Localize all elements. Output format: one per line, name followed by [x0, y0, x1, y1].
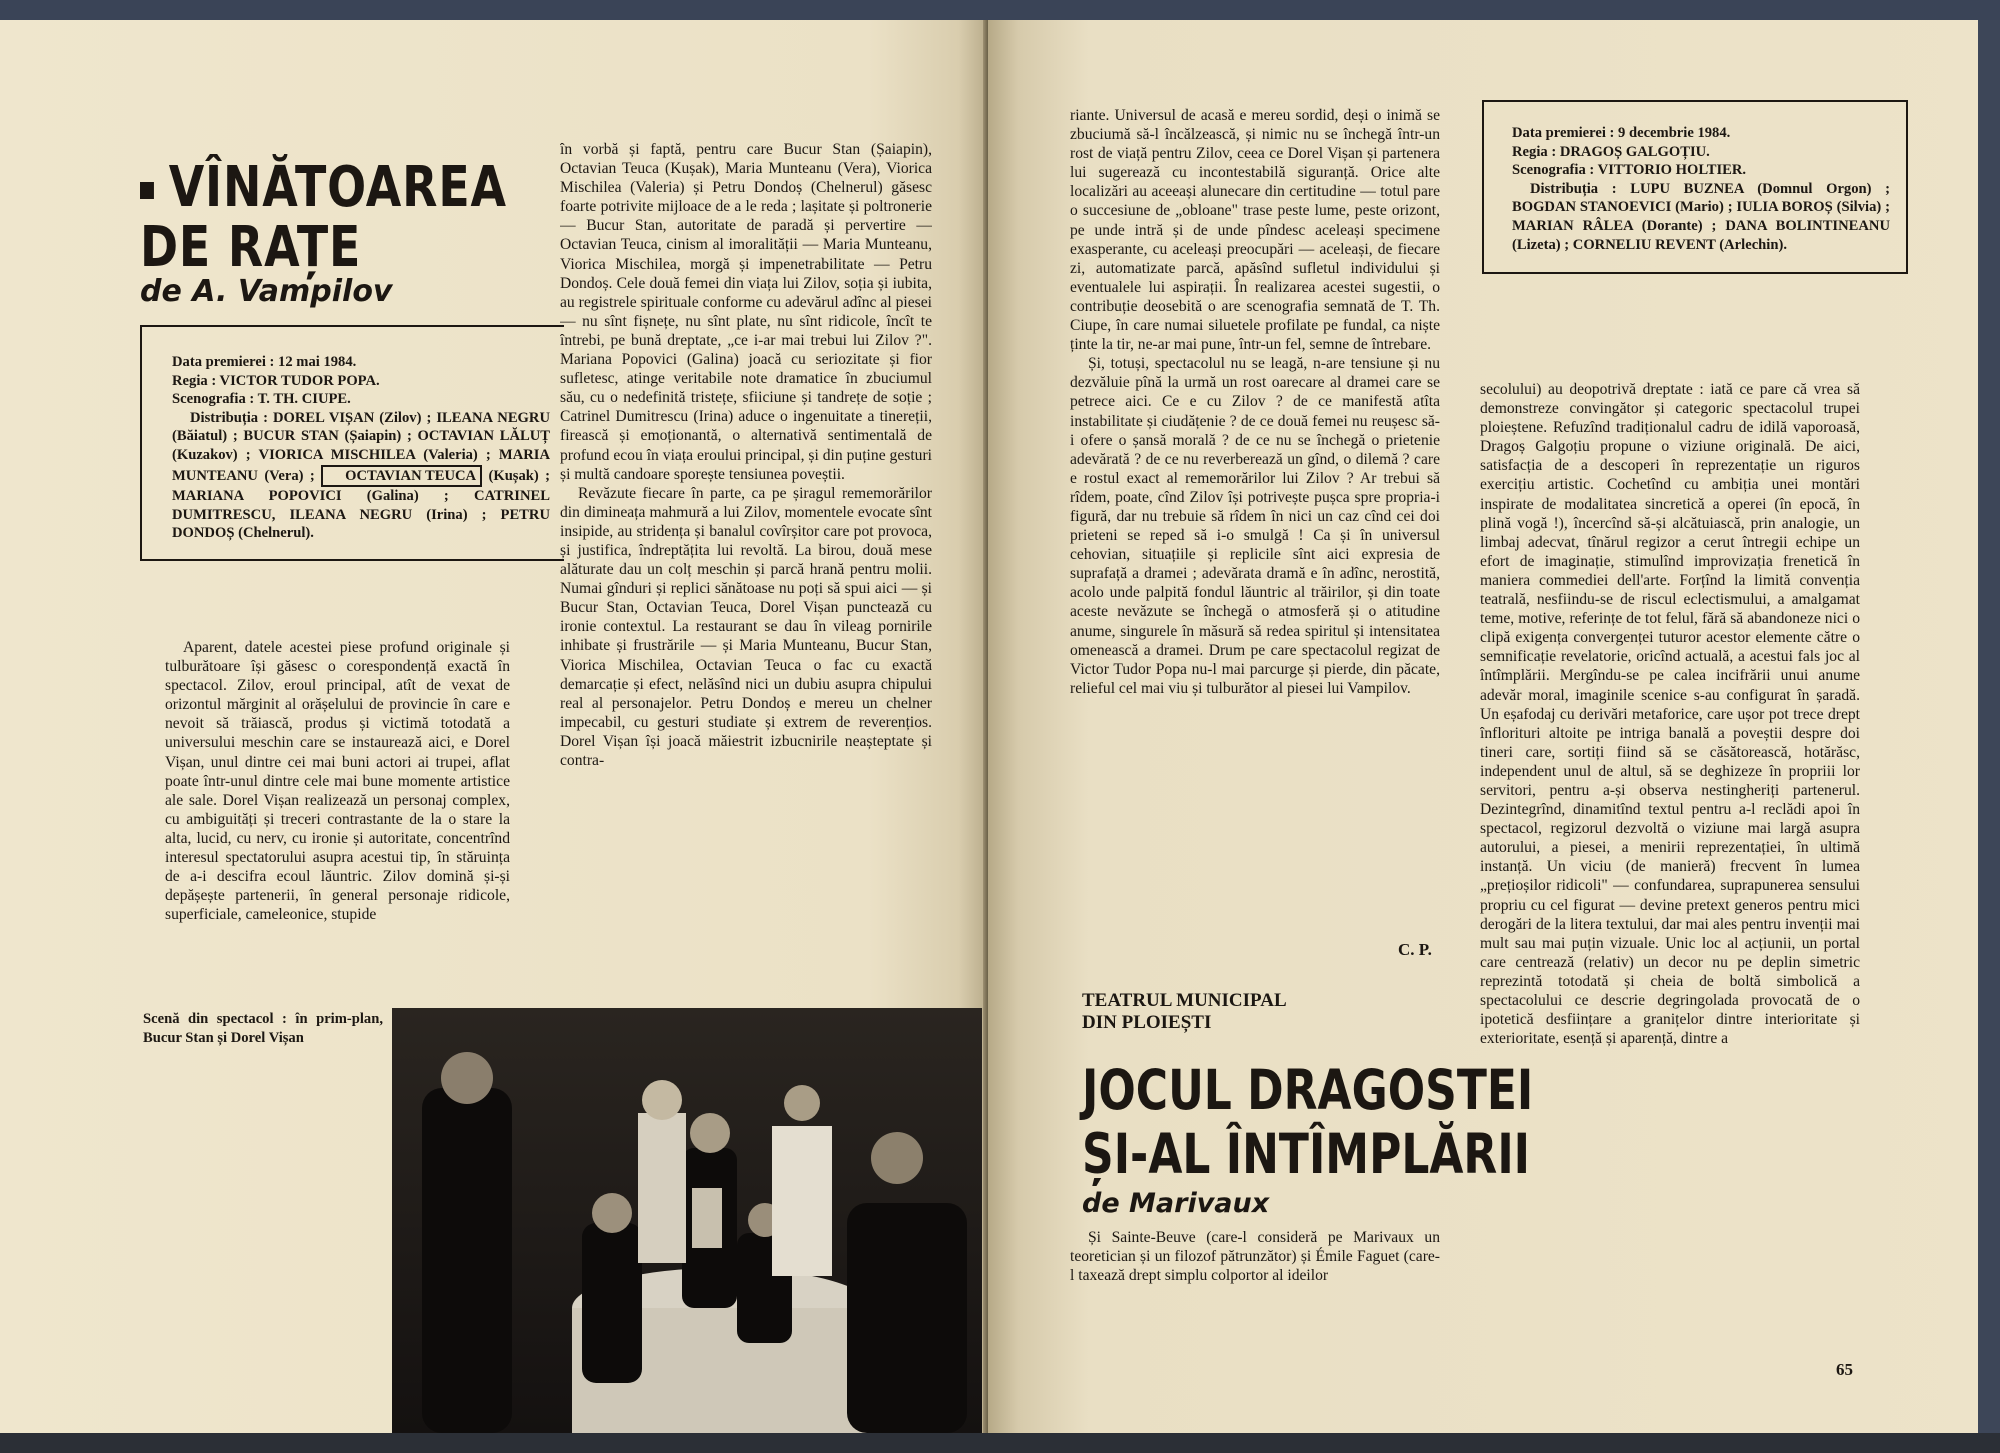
- scenography: Scenografia : VITTORIO HOLTIER.: [1512, 162, 1747, 179]
- paragraph: Aparent, datele acestei piese profund originale și tulburătoare își găsesc o corespondență exactă în spectacol. Zilov, eroul principal, atît de vexat de orizontul mărginit al orășelului de provincie în care e nevoit să trăiască, produs și victimă totodată a universului meschin care se instaurează aici, e Dorel Vișan, unul dintre cei mai buni actori ai trupei, aflat poate într-unul dintre cele mai bune momente artistice ale sale. Dorel Vișan realizează un personaj complex, cu ambiguități și treceri contrastante de la o stare la alta, lucid, cu nerv, cu ironie și autoritate, concentrînd interesul spectatorului asupra acestui tip, în stăruința de a-i descifra ecoul lăuntric. Zilov domină și-și depășește partenerii, în general personaje ridicole, superficiale, cameleonice, stupide: [165, 639, 510, 924]
- scenography: Scenografia : T. TH. CIUPE.: [172, 391, 351, 408]
- paragraph: secolului) au deopotrivă dreptate : iată ce pare că vrea să demonstreze convingător și categoric spectacolul trupei ploieștene. Refuzînd tradiționalul cadru de idilă vaporoasă, Dragoș Galgoțiu propune o viziune originală. De aici, satisfacția de a descoperi în reprezentație un riguros exercițiu artistic. Cochetînd cu ambiția unei montări inspirate de modalitatea sincretică a operei (în epocă, în plină vogă !), încercînd să-și alcătuiască, prin analogie, un limbaj adecvat, tînărul regizor a cerut întregii echipe un efort de imaginație, stimulînd improvizația frenetică în maniera commediei dell'arte. Forțînd la limită convenția teatrală, nesfiindu-se de riscul eclectismului, a amalgamat teme, motive, referințe de tot felul, fără să abandoneze nici o clipă exigența convergenței tuturor acestor elemente către o semnificație revelatorie, oricînd actuală, a acestui fals joc al întîmplării. Mergîndu-se pe calea incifrării unui anume adevăr moral, imaginile scenice s-au configurat în șaradă. Un eșafodaj cu derivări metaforice, care ușor pot trece drept înflorituri altoite pe intriga banală a poveștii despre doi tineri care, sortiți fiind să se căsătorească, hotărăsc, independent unul de altul, să se deghizeze în propriii lor servitori, pentru a-și observa nestingheriți partenerul. Dezintegrînd, dinamitînd textul pentru a-l reclădi apoi în spectacol, regizorul dezvoltă o viziune mai largă asupra autorului, a piesei, a menirii reprezentației, în ultimă instanță. Un viciu (de manieră) frecvent în lumea „prețioșilor ridicoli" — confundarea, suprapunerea sensului propriu cu cel figurat — devine pretext generos pentru mici derogări de la litera textului, dar mai ales pentru invenții mai mult sau mai puțin vizuale. Unic loc al acțiunii, un portal care centrează (relativ) un decor nu pe deplin simetric reprezintă totodată și cheia de boltă simbolică a spectacolului ce descrie degringolada provocată de o ipotetică desființare a granițelor dintre interioritate și exterioritate, esență și aparență, dintre a: [1480, 381, 1860, 1048]
- scan-right-edge: [1978, 20, 2000, 1433]
- premiere-date: Data premierei : 9 decembrie 1984.: [1512, 125, 1731, 141]
- cast: Distribuția : LUPU BUZNEA (Domnul Orgon) ; BOGDAN STANOEVICI (Mario) ; IULIA BOROȘ (Silvia) ; MARIAN RÂLEA (Dorante) ; DANA BOLINTINEANU (Lizeta) ; CORNELIU REVENT (Arlechin).: [1512, 180, 1890, 253]
- director: Regia : VICTOR TUDOR POPA.: [172, 372, 380, 389]
- credits-box-2: [1482, 100, 1908, 274]
- article-author-2: de Marivaux: [1082, 1188, 1270, 1219]
- left-column-2: [560, 140, 932, 1000]
- paragraph: Și, totuși, spectacolul nu se leagă, n-are tensiune și nu dezvăluie pînă la urmă un rost oarecare al dramei care se petrece aici. Ce e cu Zilov ? de ce manifestă atîta instabilitate și ciudățenie ? de ce două femei nu reușesc să-i ofere o șansă morală ? de ce nu se închegă o prietenie adevărată ? de ce nu reverberează un gînd, o dilemă ? care e rostul exact al rememorărilor lui Zilov ? Ar trebui să rîdem, poate, cînd Zilov își potrivește pușca spre propria-i figură, dar nu trebuie să rîdem în nici un caz cînd cei doi prieteni se reped să i-o smulgă ! Ca și în universul cehovian, situațiile și replicile sînt aici expresia de suprafață a dramei ; adevărata dramă e în adînc, nerostită, acolo unde palpită fondul lăuntric al trăirilor, și din toate aceste nevăzute se închegă o atmosferă și o atitudine anume, singurele în măsură să redea spiritul și intensitatea omenească a dramei. Drum pe care spectacolul regizat de Victor Tudor Popa nu-l mai parcurge și pierde, din păcate, relieful cel mai viu și tulburător al piesei lui Vampilov.: [1070, 355, 1440, 697]
- title-line-2: DE RAȚE: [140, 215, 362, 280]
- cast: Distribuția : DOREL VIȘAN (Zilov) ; ILEANA NEGRU (Băiatul) ; BUCUR STAN (Șaiapin) ; OCTAVIAN LĂLUȚ (Kuzakov) ; VIORICA MISCHILEA (Valeria) ; MARIA MUNTEANU (Vera) ; OCTAVIAN TEUCA (Kușak) ; MARIANA POPOVICI (Galina) ; CATRINEL DUMITRESCU, ILEANA NEGRU (Irina) ; PETRU DONDOȘ (Chelnerul).: [172, 409, 551, 542]
- photo-caption: Scenă din spectacol : în prim-plan, Bucur Stan și Dorel Vișan: [143, 1011, 383, 1046]
- article-title: [140, 155, 507, 280]
- page-number: 65: [1836, 1360, 1853, 1379]
- paragraph: Revăzute fiecare în parte, ca pe șiragul rememorărilor din dimineața mahmură a lui Zilov, momentele evocate sînt insipide, au stridența și banalul covîrșitor care pot provoca, și justifica, îndreptățita lui revoltă. La birou, două mese alăturate dau un colț meschin și parcă hrană pentru molii. Numai gînduri și replici sănătoase nu poți să spui aici — și Bucur Stan, Octavian Teuca, Dorel Vișan punctează cu ironie contextul. La restaurant se dau în vileag pornirile inhibate și frustrările — și Maria Munteanu, Bucur Stan, Viorica Mischilea, Octavian Teuca o fac cu exactă demarcație și efect, nelăsînd nici un dubiu asupra chipului real al personajelor. Petru Dondoș e mereu un chelner impecabil, cu gesturi studiate și extrem de reverențios. Dorel Vișan își joacă măiestrit izbucnirile neașteptate și contra-: [560, 484, 932, 769]
- paragraph: în vorbă și faptă, pentru care Bucur Stan (Șaiapin), Octavian Teuca (Kușak), Maria Munteanu (Vera), Viorica Mischilea (Valeria) și Petru Dondoș (Chelnerul) găsesc foarte potrivite mijloace de a le reda ; lașitate și poltronerie — Bucur Stan, autoritate de paradă și pervertire — Octavian Teuca, cinism al imoralității — Maria Munteanu, Viorica Mischilea, morgă și impenetrabilitate — Petru Dondoș. Cele două femei din viața lui Zilov, soția și iubita, au registrele spirituale conforme cu adevărul adînc al piesei — nu sînt fișnețe, nu sînt plate, nu sînt ridicole, încît te întrebi, pe bună dreptate, „ce i-ar mai trebui lui Zilov ?". Mariana Popovici (Galina) joacă cu seriozitate și fior sufletesc, atinge veritabile note dramatice în zbuciumul său, cu o nedefinită tristețe, sfiiciune și tandrețe de soție ; Catrinel Dumitrescu (Irina) aduce o ingenuitate a tinereții, firească și emoționantă, o alternativă sentimentală de profund ecou în viața eroului principal, și din puține gesturi și multă candoare sporește tensiunea poveștii.: [560, 141, 932, 483]
- right-column-1: [1070, 106, 1440, 952]
- boxed-actor: OCTAVIAN TEUCA: [321, 465, 482, 488]
- stage-photo-image: [392, 1008, 982, 1433]
- article-author: de A. Vampilov: [140, 274, 393, 309]
- left-column-1: [165, 638, 510, 1000]
- title2-line-2: ȘI-AL ÎNTÎMPLĂRII: [1082, 1122, 1531, 1186]
- article-title-2: [1082, 1058, 1533, 1186]
- theatre-name: TEATRUL MUNICIPAL DIN PLOIEȘTI: [1082, 990, 1287, 1033]
- title-bullet-icon: [140, 182, 154, 199]
- premiere-date: Data premierei : 12 mai 1984.: [172, 354, 357, 370]
- author-initials: C. P.: [1398, 940, 1432, 959]
- paragraph: riante. Universul de acasă e mereu sordid, deși o inimă se zbuciumă să-l încălzească, și nimic nu se închegă într-un rost de viață pentru Zilov, ceea ce Dorel Vișan și partenera lui sugerează cu incontestabilă siguranță. Orice alte localizări au aceeași alunecare din certitudine — totul pare o succesiune de „obloane" trase peste lume, peste orizont, pe unde intră și de unde pîndesc aceleași specimene exasperante, cu aceleași preocupări — aceleași, de fiecare zi, automatizate parcă, apăsînd sufletul individului și eventualele lui aspirații. În realizarea acestei sugestii, o contribuție deosebită o are scenografia semnată de T. Th. Ciupe, în care numai siluetele profilate pe fundal, ca niște ținte la tir, ne-ar mai pune, într-un fel, semne de întrebare.: [1070, 107, 1440, 354]
- left-page: [0, 20, 988, 1435]
- paragraph: Și Sainte-Beuve (care-l consideră pe Marivaux un teoretician și un filozof pătrunzător) și Émile Faguet (care-l taxează drept simplu colportor al ideilor: [1070, 1229, 1440, 1285]
- stage-photo: [392, 1008, 982, 1433]
- director: Regia : DRAGOȘ GALGOȚIU.: [1512, 143, 1710, 160]
- credits-box: [140, 325, 564, 561]
- right-column-1-lower: [1070, 1228, 1440, 1348]
- scan-bottom-edge: [0, 1433, 2000, 1453]
- title2-line-1: JOCUL DRAGOSTEI: [1082, 1058, 1534, 1122]
- title-line-1: VÎNĂTOAREA: [168, 155, 507, 220]
- scan-top-edge: [0, 0, 2000, 22]
- right-column-2: [1480, 380, 1860, 1342]
